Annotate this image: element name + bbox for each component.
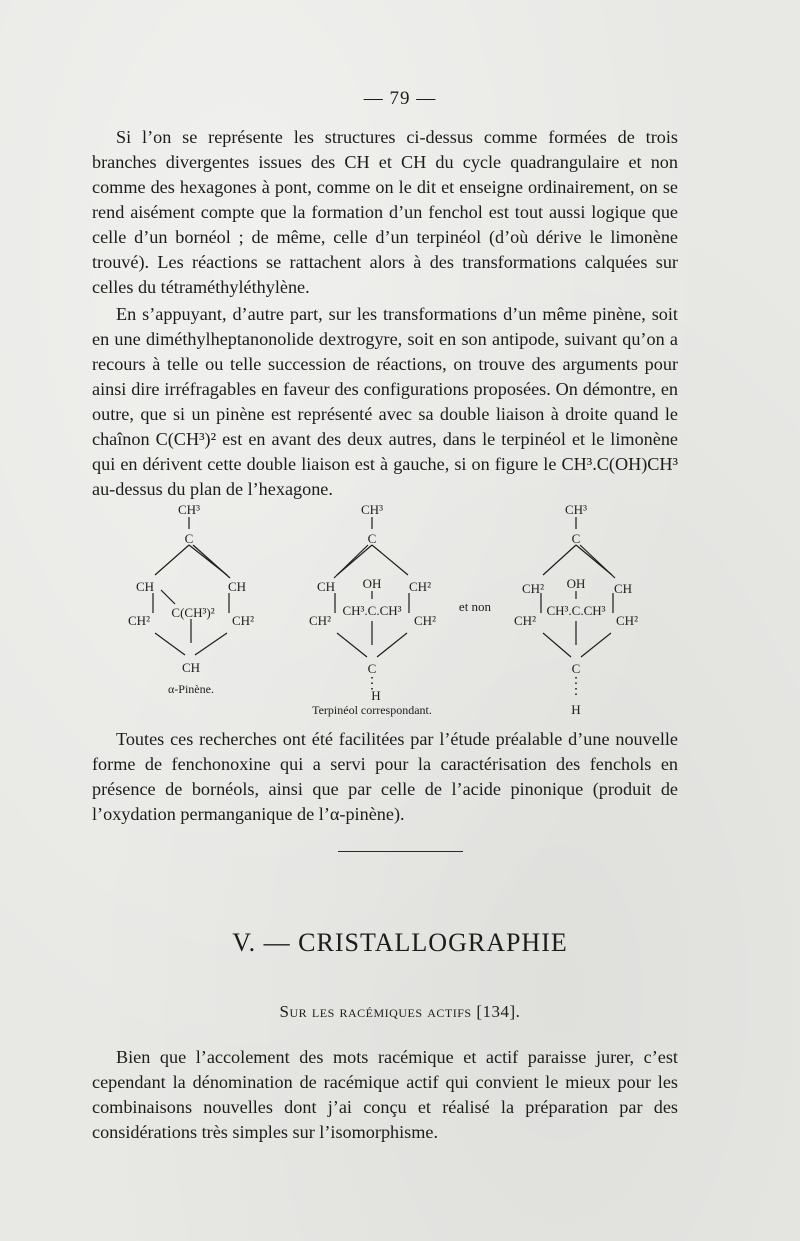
pinene-right-upper: CH [227, 579, 247, 594]
pinene-right-lower: CH² [232, 613, 254, 628]
terpineol-h: H [371, 688, 381, 703]
terpineol-c-top: C [367, 531, 377, 546]
page-number: — 79 — [363, 88, 437, 109]
subsection-title: Sur les racémiques actifs [279, 1002, 472, 1021]
pinene-bottom: CH [181, 660, 201, 675]
terpineol-left-upper: CH [316, 579, 336, 594]
body-text-middle [92, 727, 678, 827]
terpineol-caption: Terpinéol correspondant. [312, 703, 432, 717]
terpineol-oh: OH [362, 576, 382, 591]
alt-left-lower: CH² [514, 613, 536, 628]
body-text-top [92, 125, 678, 502]
alt-top: CH³ [565, 502, 587, 517]
alt-h: H [571, 702, 581, 717]
terpineol-bottom: C [367, 661, 377, 676]
paragraph-3: Toutes ces recherches ont été facilitées par l’étude préalable d’une nouvelle forme de fenchonoxine qui a servi pour la caractérisation des fenchols en présence de bornéols, ainsi que par celle de l’acide pinonique (produit de l’oxydation permanganique de l’α-pinène). [92, 729, 678, 824]
alt-left-upper: CH² [522, 581, 544, 596]
paragraph-4: Bien que l’accolement des mots racémique et actif paraisse jurer, c’est cependant la dénomination de racémique actif qui convient le mieux pour les combinaisons nouvelles dont j’ai conçu et réalisé la préparation par des considérations très simples sur l’isomorphisme. [92, 1047, 678, 1142]
alt-center: CH³.C.CH³ [546, 603, 606, 618]
alt-bottom: C [571, 661, 581, 676]
structural-formulas-figure [115, 495, 675, 720]
pinene-left-lower: CH² [128, 613, 150, 628]
terpineol-right-lower: CH² [414, 613, 436, 628]
alt-right-upper: CH [613, 581, 633, 596]
alt-oh: OH [566, 576, 586, 591]
pinene-c-top: C [184, 531, 194, 546]
pinene-bridge: C(CH³)² [171, 605, 215, 620]
subsection-heading [0, 1002, 800, 1022]
terpineol-top: CH³ [361, 502, 383, 517]
pinene-left-upper: CH [135, 579, 155, 594]
subsection-reference: [134]. [476, 1002, 521, 1021]
alt-c-top: C [571, 531, 581, 546]
pinene-top: CH³ [178, 502, 200, 517]
et-non-connector: et non [458, 599, 492, 614]
terpineol-left-lower: CH² [309, 613, 331, 628]
separator-rule [338, 851, 463, 852]
body-text-bottom [92, 1045, 678, 1145]
alt-right-lower: CH² [616, 613, 638, 628]
paragraph-1: Si l’on se représente les structures ci-dessus comme formées de trois branches divergentes issues des CH et CH du cycle quadrangulaire et non comme des hexagones à pont, comme on le dit et enseigne ordinairement, on se rend aisément compte que la formation d’un fenchol est tout aussi logique que celle d’un bornéol ; de même, celle d’un terpinéol (d’où dérive le limonène trouvé). Les réactions se rattachent alors à des transformations calquées sur celles du tétraméthyléthylène. [92, 127, 678, 297]
section-title: V. — CRISTALLOGRAPHIE [232, 928, 568, 957]
paragraph-2: En s’appuyant, d’autre part, sur les transformations d’un même pinène, soit en une diméthylheptanonolide dextrogyre, soit en son antipode, suivant qu’on a recours à telle ou telle succession de réactions, on trouve des arguments pour ainsi dire irréfragables en faveur des configurations proposées. On démontre, en outre, que si un pinène est représenté avec sa double liaison à droite quand le chaînon C(CH³)² est en avant des deux autres, dans le terpinéol et le limonène qui en dérivent cette double liaison est à gauche, si on figure le CH³.C(OH)CH³ au-dessus du plan de l’hexagone. [92, 304, 678, 499]
pinene-caption: α-Pinène. [168, 682, 214, 696]
terpineol-center: CH³.C.CH³ [342, 603, 402, 618]
terpineol-right-upper: CH² [409, 579, 431, 594]
